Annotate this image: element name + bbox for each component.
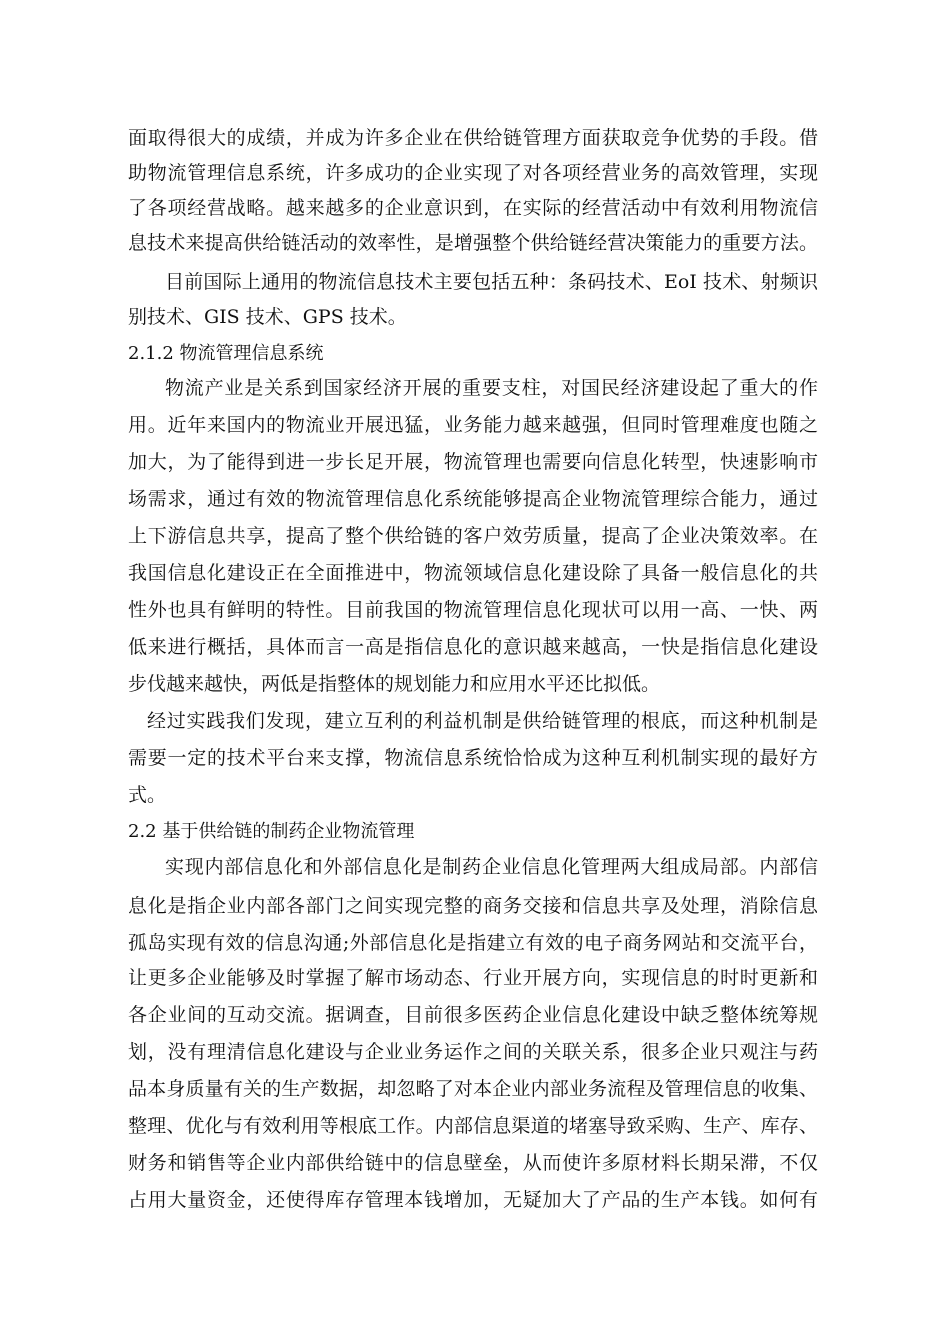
paragraph-line: 品本身质量有关的生产数据，却忽略了对本企业内部业务流程及管理信息的收集、 <box>128 1078 818 1100</box>
paragraph-line: 息化是指企业内部各部门之间实现完整的商务交接和信息共享及处理，消除信息 <box>128 895 818 917</box>
paragraph-line: 了各项经营战略。越来越多的企业意识到，在实际的经营活动中有效利用物流信 <box>128 197 818 219</box>
paragraph-line: 经过实践我们发现，建立互利的利益机制是供给链管理的根底，而这种机制是 <box>147 710 818 732</box>
paragraph-line: 息技术来提高供给链活动的效率性，是增强整个供给链经营决策能力的重要方法。 <box>128 232 818 254</box>
section-heading: 2.2 基于供给链的制药企业物流管理 <box>128 821 415 842</box>
paragraph-line: 加大，为了能得到进一步长足开展，物流管理也需要向信息化转型，快速影响市 <box>128 451 818 473</box>
paragraph-line: 式。 <box>128 784 167 806</box>
paragraph-line: 低来进行概括，具体而言一高是指信息化的意识越来越高，一快是指信息化建设 <box>128 636 818 658</box>
paragraph-line: 实现内部信息化和外部信息化是制药企业信息化管理两大组成局部。内部信 <box>165 856 818 878</box>
section-heading: 2.1.2 物流管理信息系统 <box>128 343 324 364</box>
paragraph-line: 划，没有理清信息化建设与企业业务运作之间的关联关系，很多企业只观注与药 <box>128 1041 818 1063</box>
paragraph-line: 面取得很大的成绩，并成为许多企业在供给链管理方面获取竞争优势的手段。借 <box>128 127 818 149</box>
paragraph-line: 上下游信息共享，提高了整个供给链的客户效劳质量，提高了企业决策效率。在 <box>128 525 818 547</box>
paragraph-line: 助物流管理信息系统，许多成功的企业实现了对各项经营业务的高效管理，实现 <box>128 162 818 184</box>
paragraph-line: 步伐越来越快，两低是指整体的规划能力和应用水平还比拟低。 <box>128 673 661 695</box>
paragraph-line: 孤岛实现有效的信息沟通;外部信息化是指建立有效的电子商务网站和交流平台， <box>128 932 818 954</box>
paragraph-line: 整理、优化与有效利用等根底工作。内部信息渠道的堵塞导致采购、生产、库存、 <box>128 1115 818 1137</box>
paragraph-line: 财务和销售等企业内部供给链中的信息壁垒，从而使许多原材料长期呆滞，不仅 <box>128 1152 818 1174</box>
paragraph-line: 占用大量资金，还使得库存管理本钱增加，无疑加大了产品的生产本钱。如何有 <box>128 1189 818 1211</box>
paragraph-line: 性外也具有鲜明的特性。目前我国的物流管理信息化现状可以用一高、一快、两 <box>128 599 818 621</box>
paragraph-line: 物流产业是关系到国家经济开展的重要支柱，对国民经济建设起了重大的作 <box>165 377 818 399</box>
paragraph-line: 别技术、GIS 技术、GPS 技术。 <box>128 306 407 328</box>
paragraph-line: 目前国际上通用的物流信息技术主要包括五种：条码技术、EoI 技术、射频识 <box>165 271 818 293</box>
paragraph-line: 场需求，通过有效的物流管理信息化系统能够提高企业物流管理综合能力，通过 <box>128 488 818 510</box>
paragraph-line: 让更多企业能够及时掌握了解市场动态、行业开展方向，实现信息的时时更新和 <box>128 967 818 989</box>
paragraph-line: 各企业间的互动交流。据调查，目前很多医药企业信息化建设中缺乏整体统筹规 <box>128 1004 818 1026</box>
paragraph-line: 我国信息化建设正在全面推进中，物流领域信息化建设除了具备一般信息化的共 <box>128 562 818 584</box>
paragraph-line: 需要一定的技术平台来支撑，物流信息系统恰恰成为这种互利机制实现的最好方 <box>128 747 818 769</box>
paragraph-line: 用。近年来国内的物流业开展迅猛，业务能力越来越强，但同时管理难度也随之 <box>128 414 818 436</box>
